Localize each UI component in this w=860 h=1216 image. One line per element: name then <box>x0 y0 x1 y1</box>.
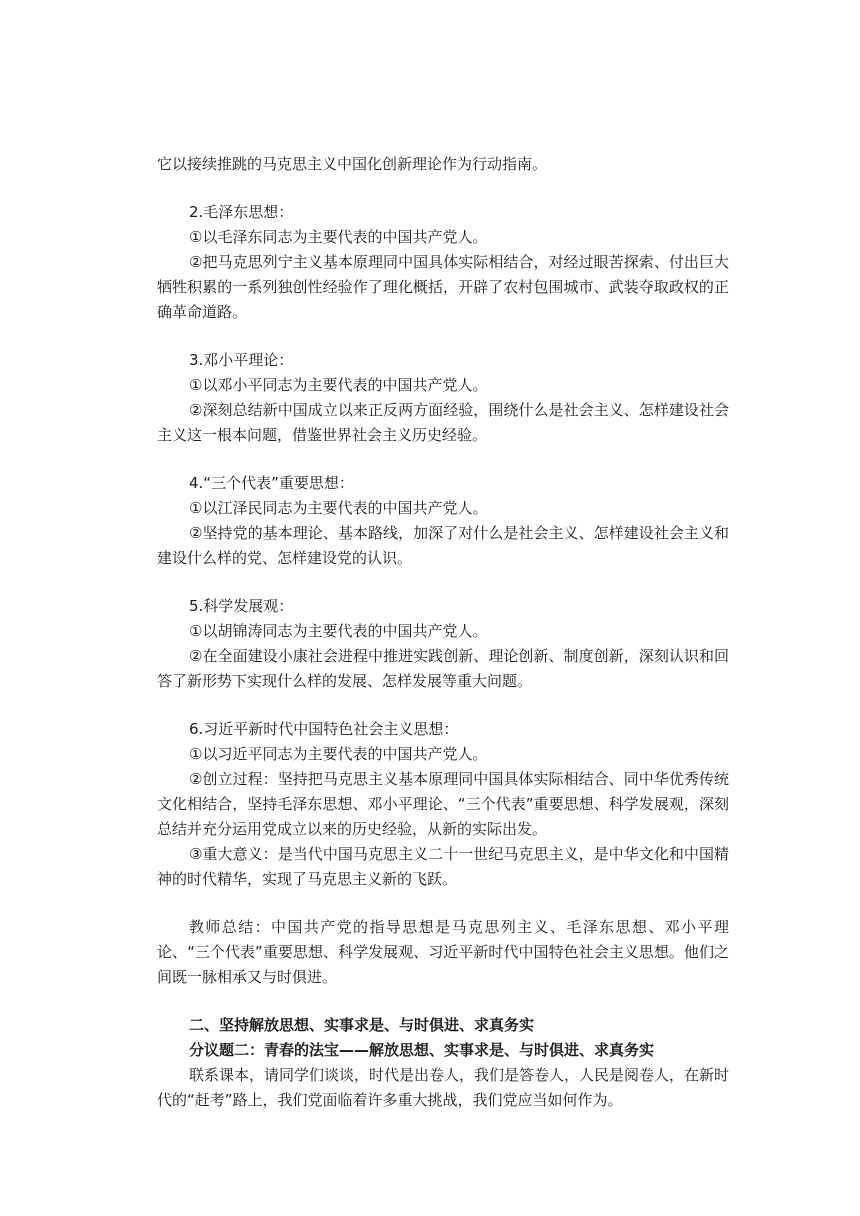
section-2-item-1: ①以毛泽东同志为主要代表的中国共产党人。 <box>189 228 488 246</box>
section-6-item-1: ①以习近平同志为主要代表的中国共产党人。 <box>189 745 488 763</box>
spacer <box>157 571 729 594</box>
section-6-item-2: ②创立过程：坚持把马克思主义基本原理同中国具体实际相结合、同中华优秀传统文化相结合，坚持毛泽东思想、邓小平理论、“三个代表”重要思想、科学发展观，深刻总结并充分运用党成立以来的历史经验，从新的实际出发。 <box>157 770 729 838</box>
section-2-item-2: ②把马克思列宁主义基本原理同中国具体实际相结合，对经过眼苦探索、付出巨大牺牲积累的一系列独创性经验作了理化概括，开辟了农村包围城市、武装夺取政权的正确革命道路。 <box>157 253 729 321</box>
section-6-title: 6.习近平新时代中国特色社会主义思想： <box>189 720 459 738</box>
sub-topic-2: 分议题二：青春的法宝——解放思想、实事求是、与时俱进、求真务实 <box>189 1041 655 1059</box>
section-5-title: 5.科学发展观： <box>189 597 294 615</box>
spacer <box>157 694 729 717</box>
spacer <box>157 892 729 915</box>
section-5-item-2: ②在全面建设小康社会进程中推进实践创新、理论创新、制度创新，深刻认识和回答了新形势下实现什么样的发展、怎样发展等重大问题。 <box>157 647 729 690</box>
discussion-prompt: 联系课本，请同学们谈谈，时代是出卷人，我们是答卷人，人民是阅卷人，在新时代的“赶考”路上，我们党面临着许多重大挑战，我们党应当如何作为。 <box>157 1066 730 1109</box>
teacher-summary: 教师总结：中国共产党的指导思想是马克思列主义、毛泽东思想、邓小平理论、“三个代表”重要思想、科学发展观、习近平新时代中国特色社会主义思想。他们之间既一脉相承又与时俱进。 <box>157 918 729 986</box>
section-3-title: 3.邓小平理论： <box>189 351 294 369</box>
spacer <box>157 325 729 348</box>
section-2-title: 2.毛泽东思想： <box>189 203 294 221</box>
paragraph-intro: 它以接续推跳的马克思主义中国化创新理论作为行动指南。 <box>157 155 548 173</box>
section-6-item-3: ③重大意义：是当代中国马克思主义二十一世纪马克思主义，是中华文化和中国精神的时代精华，实现了马克思主义新的飞跃。 <box>157 845 729 888</box>
section-3-item-1: ①以邓小平同志为主要代表的中国共产党人。 <box>189 376 488 394</box>
document-body <box>157 152 729 1113</box>
spacer <box>157 448 729 471</box>
spacer <box>157 177 729 200</box>
spacer <box>157 990 729 1013</box>
section-4-item-2: ②坚持党的基本理论、基本路线，加深了对什么是社会主义、怎样建设社会主义和建设什么样的党、怎样建设党的认识。 <box>157 524 729 567</box>
section-4-item-1: ①以江泽民同志为主要代表的中国共产党人。 <box>189 499 488 517</box>
section-4-title: 4.“三个代表”重要思想： <box>189 474 354 492</box>
section-3-item-2: ②深刻总结新中国成立以来正反两方面经验，围绕什么是社会主义、怎样建设社会主义这一根本问题，借鉴世界社会主义历史经验。 <box>157 401 729 444</box>
section-5-item-1: ①以胡锦涛同志为主要代表的中国共产党人。 <box>189 622 488 640</box>
heading-2: 二、坚持解放思想、实事求是、与时俱进、求真务实 <box>189 1016 535 1034</box>
